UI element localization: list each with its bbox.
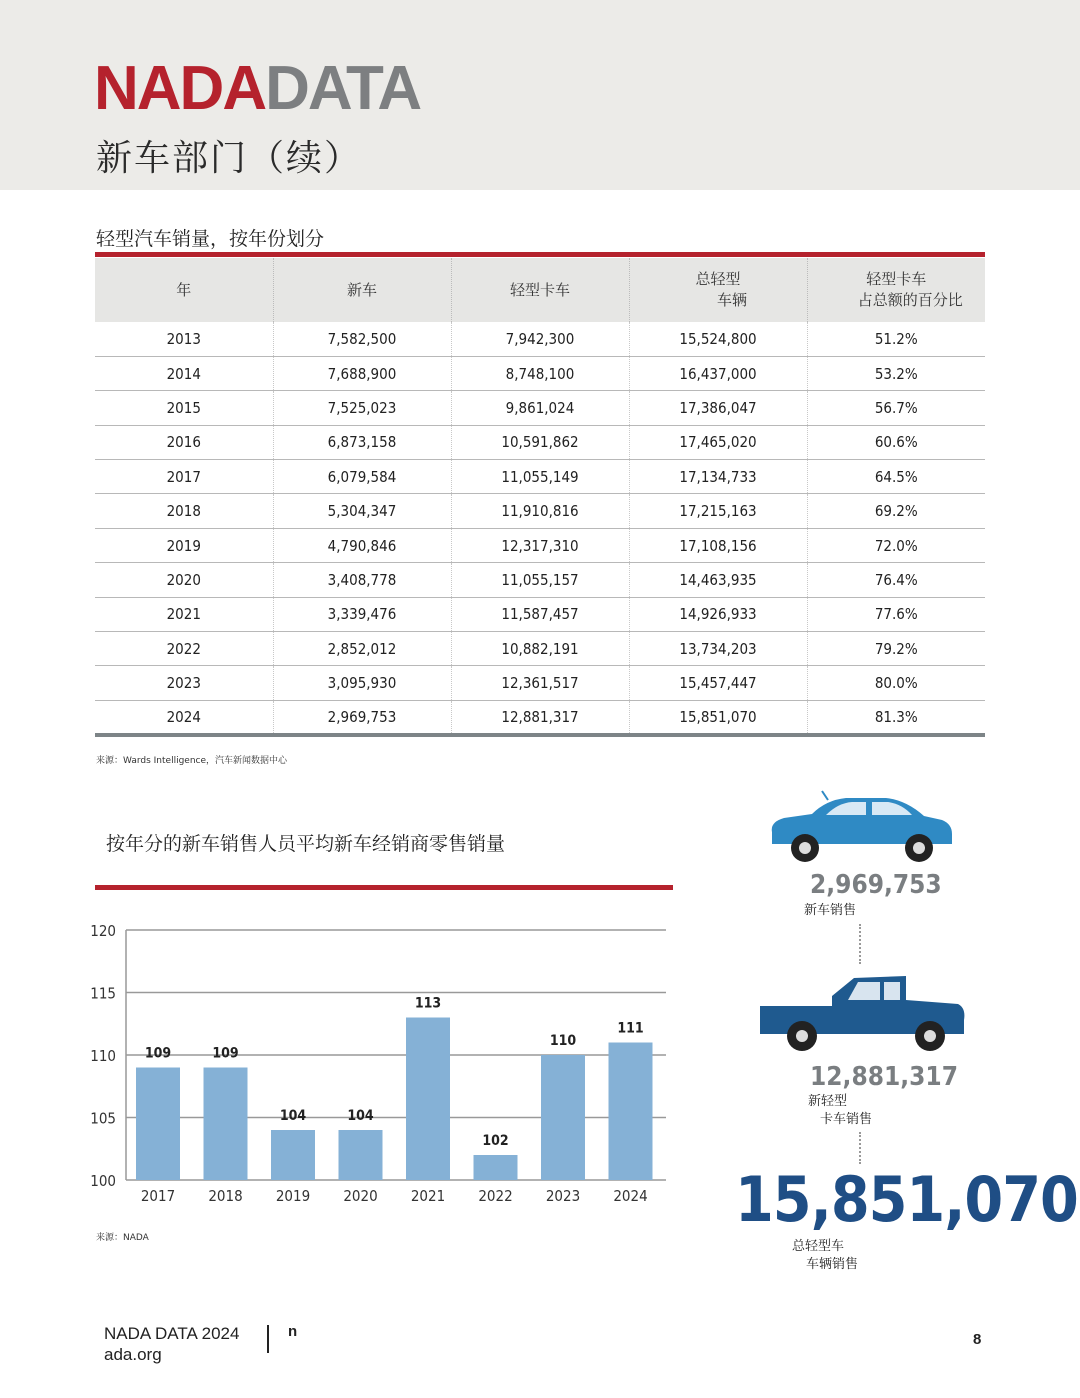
table-row xyxy=(95,322,985,356)
table-row xyxy=(95,460,985,494)
table-cell: 2020 xyxy=(95,563,273,597)
table-cell: 10,591,862 xyxy=(451,425,629,459)
table-cell: 60.6% xyxy=(807,425,985,459)
table-row xyxy=(95,528,985,562)
col-header-light-trucks: 轻型卡车 xyxy=(451,258,629,322)
table-cell: 13,734,203 xyxy=(629,632,807,666)
footer-divider xyxy=(267,1325,269,1353)
table-cell: 56.7% xyxy=(807,391,985,425)
table-cell: 2,852,012 xyxy=(273,632,451,666)
bar xyxy=(609,1043,653,1181)
table-title: 轻型汽车销量，按年份划分 xyxy=(96,228,325,250)
table-cell: 11,910,816 xyxy=(451,494,629,528)
table-cell: 2,969,753 xyxy=(273,700,451,734)
table-cell: 2013 xyxy=(95,322,273,356)
table-cell: 17,386,047 xyxy=(629,391,807,425)
y-tick-label: 105 xyxy=(90,1109,116,1128)
table-cell: 2014 xyxy=(95,356,273,390)
bar-value-label: 109 xyxy=(212,1045,239,1062)
footer-line-2: ada.org xyxy=(104,1345,162,1364)
connector-dots xyxy=(859,924,861,964)
light-truck-label-2: 卡车销售 xyxy=(820,1112,873,1127)
connector-dots xyxy=(859,1132,861,1164)
table-cell: 2023 xyxy=(95,666,273,700)
table-cell: 6,873,158 xyxy=(273,425,451,459)
table-cell: 15,851,070 xyxy=(629,700,807,734)
table-cell: 2015 xyxy=(95,391,273,425)
table-cell: 2019 xyxy=(95,528,273,562)
table-cell: 76.4% xyxy=(807,563,985,597)
x-tick-label: 2022 xyxy=(478,1187,513,1205)
bar-chart xyxy=(80,915,680,1215)
table-cell: 17,215,163 xyxy=(629,494,807,528)
footer-brand xyxy=(104,1323,239,1365)
table-body xyxy=(95,322,985,735)
table-cell: 15,524,800 xyxy=(629,322,807,356)
table-row xyxy=(95,563,985,597)
table-cell: 12,361,517 xyxy=(451,666,629,700)
bar-value-label: 102 xyxy=(482,1133,509,1149)
car-icon xyxy=(766,788,956,863)
table-cell: 3,095,930 xyxy=(273,666,451,700)
table-row xyxy=(95,391,985,425)
bar xyxy=(406,1018,450,1181)
table-cell: 5,304,347 xyxy=(273,494,451,528)
header-line: 车辆 xyxy=(716,291,747,309)
footer-line-1: NADA DATA 2024 xyxy=(104,1324,240,1343)
table-cell: 72.0% xyxy=(807,528,985,562)
table-cell: 12,317,310 xyxy=(451,528,629,562)
x-tick-label: 2017 xyxy=(140,1187,176,1205)
table-cell: 9,861,024 xyxy=(451,391,629,425)
table-cell: 79.2% xyxy=(807,632,985,666)
table-cell: 2022 xyxy=(95,632,273,666)
chart-source: 来源：NADA xyxy=(96,1233,149,1243)
bar xyxy=(271,1130,315,1180)
table-header-row xyxy=(95,258,985,322)
y-tick-label: 120 xyxy=(90,922,116,940)
table-row xyxy=(95,425,985,459)
logo-data: DATA xyxy=(265,54,421,123)
table-cell: 16,437,000 xyxy=(629,356,807,390)
table-cell: 53.2% xyxy=(807,356,985,390)
table-title-rule xyxy=(95,252,985,257)
total-light-vehicle-sales-number: 15,851,070 xyxy=(735,1163,1078,1236)
new-car-sales-label: 新车销售 xyxy=(804,903,857,918)
sales-table xyxy=(95,258,985,737)
x-tick-label: 2018 xyxy=(208,1187,243,1205)
col-header-total xyxy=(629,258,807,322)
table-cell: 14,926,933 xyxy=(629,597,807,631)
table-cell: 11,055,157 xyxy=(451,563,629,597)
table-cell: 7,942,300 xyxy=(451,322,629,356)
total-sales-label-1: 总轻型车 xyxy=(792,1239,845,1254)
chart-title-rule xyxy=(95,885,673,890)
table-cell: 17,134,733 xyxy=(629,460,807,494)
logo-nada: NADA xyxy=(94,54,266,123)
light-truck-sales-number: 12,881,317 xyxy=(810,1062,958,1092)
header-line: 总轻型 xyxy=(695,270,741,288)
y-tick-label: 115 xyxy=(90,984,116,1003)
table-cell: 80.0% xyxy=(807,666,985,700)
table-cell: 17,465,020 xyxy=(629,425,807,459)
table-cell: 3,339,476 xyxy=(273,597,451,631)
table-cell: 17,108,156 xyxy=(629,528,807,562)
table-cell: 6,079,584 xyxy=(273,460,451,494)
y-tick-label: 110 xyxy=(90,1047,116,1065)
table-cell: 77.6% xyxy=(807,597,985,631)
table-cell: 15,457,447 xyxy=(629,666,807,700)
bar-value-label: 104 xyxy=(279,1108,307,1124)
header-line: 占总额的百分比 xyxy=(857,291,963,309)
table-source: 来源：Wards Intelligence，汽车新闻数据中心 xyxy=(96,756,288,766)
page-number: 8 xyxy=(973,1331,982,1348)
table-row xyxy=(95,666,985,700)
x-tick-label: 2021 xyxy=(410,1187,446,1205)
page-title: 新车部门（续） xyxy=(96,138,363,179)
bar-value-label: 110 xyxy=(549,1033,577,1049)
col-header-truck-share xyxy=(807,258,985,322)
table-cell: 64.5% xyxy=(807,460,985,494)
table-cell: 7,582,500 xyxy=(273,322,451,356)
table-cell: 2016 xyxy=(95,425,273,459)
bar xyxy=(474,1155,518,1180)
table-row xyxy=(95,356,985,390)
light-truck-label-1: 新轻型 xyxy=(808,1094,848,1109)
x-tick-label: 2019 xyxy=(275,1187,311,1205)
bar-value-label: 109 xyxy=(144,1045,172,1062)
footer-mark: n xyxy=(288,1323,298,1340)
x-tick-label: 2020 xyxy=(343,1187,378,1205)
pickup-truck-icon xyxy=(756,970,968,1058)
table-cell: 4,790,846 xyxy=(273,528,451,562)
table-cell: 11,587,457 xyxy=(451,597,629,631)
table-cell: 10,882,191 xyxy=(451,632,629,666)
table-cell: 81.3% xyxy=(807,700,985,734)
table-cell: 11,055,149 xyxy=(451,460,629,494)
table-cell: 2021 xyxy=(95,597,273,631)
new-car-sales-number: 2,969,753 xyxy=(810,870,942,900)
table-cell: 12,881,317 xyxy=(451,700,629,734)
bar xyxy=(541,1055,585,1180)
x-tick-label: 2024 xyxy=(613,1187,648,1205)
bar-value-label: 113 xyxy=(414,995,442,1012)
table-row xyxy=(95,632,985,666)
table-cell: 3,408,778 xyxy=(273,563,451,597)
header-line: 轻型卡车 xyxy=(866,270,927,288)
page-header xyxy=(0,0,1080,190)
nada-data-logo xyxy=(94,54,421,123)
table-cell: 51.2% xyxy=(807,322,985,356)
y-tick-label: 100 xyxy=(90,1172,116,1190)
bar xyxy=(136,1068,180,1181)
x-tick-label: 2023 xyxy=(545,1187,581,1205)
bar xyxy=(204,1068,248,1181)
table-row xyxy=(95,494,985,528)
total-sales-label-2: 车辆销售 xyxy=(806,1257,859,1272)
col-header-new-cars: 新车 xyxy=(273,258,451,322)
table-cell: 14,463,935 xyxy=(629,563,807,597)
table-row xyxy=(95,700,985,734)
table-cell: 8,748,100 xyxy=(451,356,629,390)
table-cell: 2024 xyxy=(95,700,273,734)
bar-value-label: 104 xyxy=(347,1108,374,1124)
table-cell: 7,688,900 xyxy=(273,356,451,390)
bar xyxy=(339,1130,383,1180)
table-cell: 69.2% xyxy=(807,494,985,528)
bar-value-label: 111 xyxy=(617,1020,644,1037)
table-cell: 7,525,023 xyxy=(273,391,451,425)
chart-title: 按年分的新车销售人员平均新车经销商零售销量 xyxy=(106,833,506,855)
table-cell: 2017 xyxy=(95,460,273,494)
table-cell: 2018 xyxy=(95,494,273,528)
table-row xyxy=(95,597,985,631)
col-header-year: 年 xyxy=(95,258,273,322)
